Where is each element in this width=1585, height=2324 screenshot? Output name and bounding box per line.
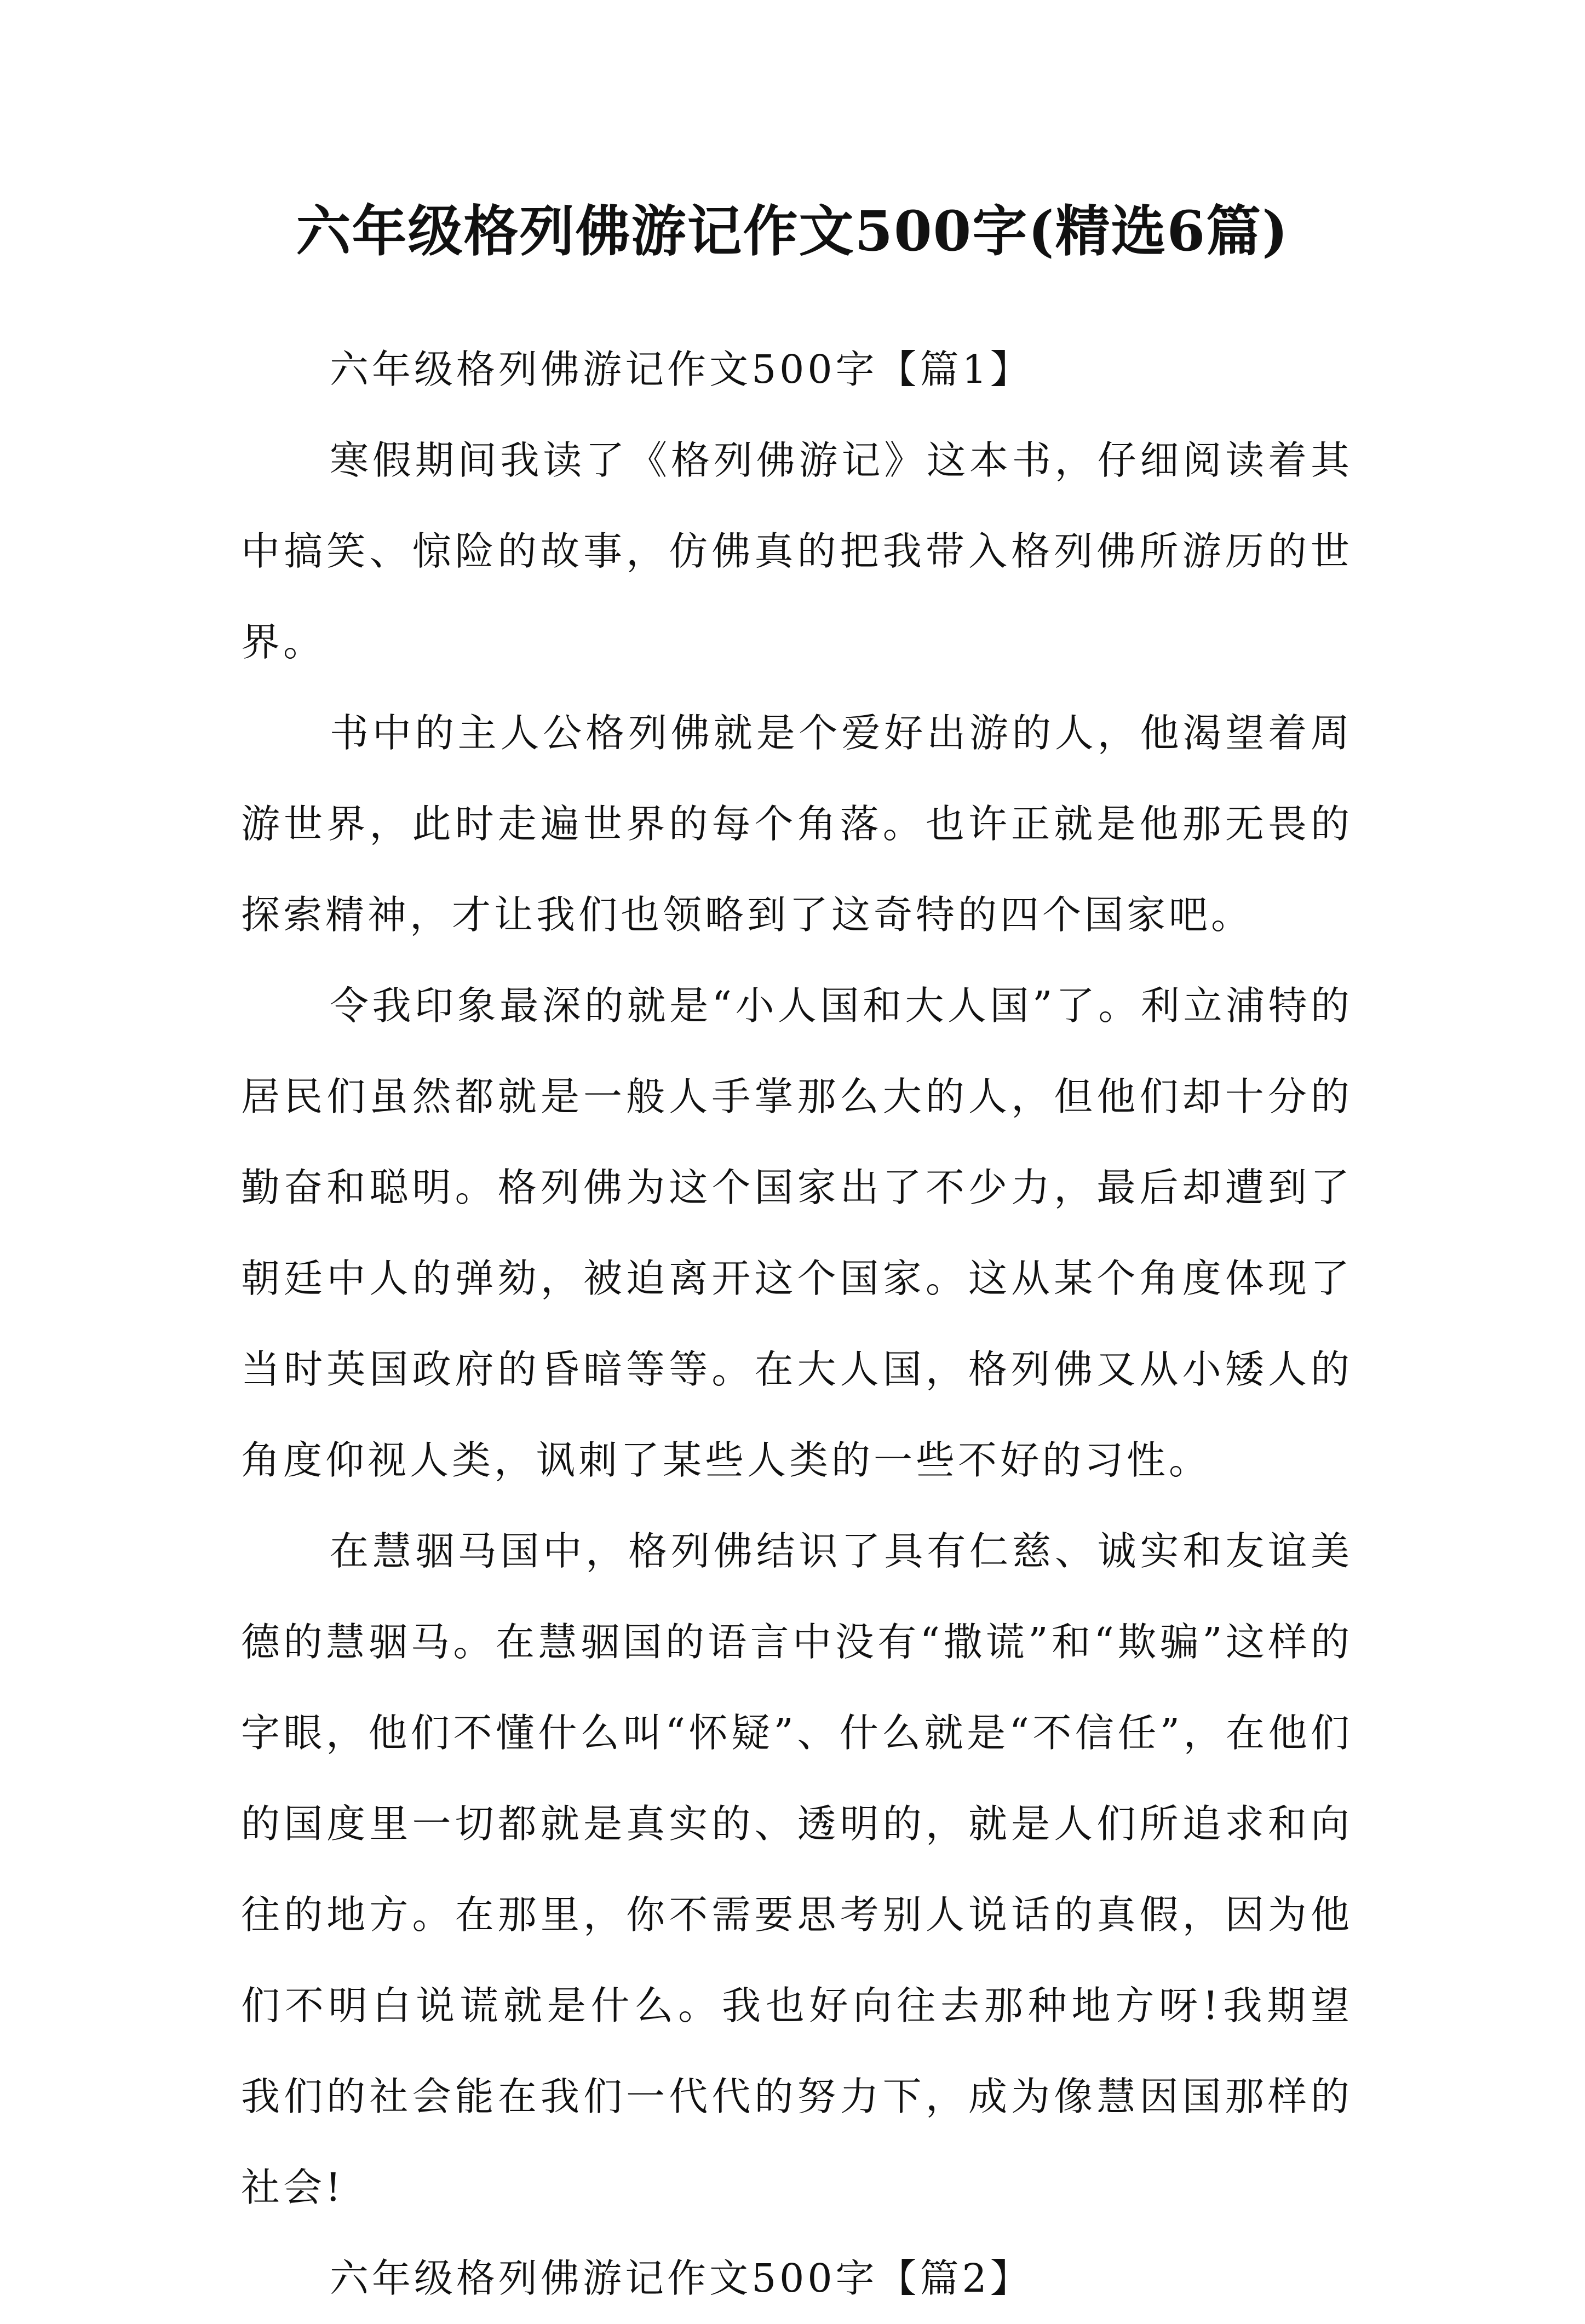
document-title: 六年级格列佛游记作文500字(精选6篇) bbox=[296, 199, 1289, 263]
paragraph: 书中的主人公格列佛就是个爱好出游的人，他渴望着周游世界，此时走遍世界的每个角落。也许正就是他那无畏的探索精神，才让我们也领略到了这奇特的四个国家吧。 bbox=[241, 710, 1353, 937]
section-heading: 六年级格列佛游记作文500字【篇2】 bbox=[330, 2256, 1032, 2301]
document-body bbox=[241, 324, 1353, 2324]
paragraph: 令我印象最深的就是“小人国和大人国”了。利立浦特的居民们虽然都就是一般人手掌那么大的人，但他们却十分的勤奋和聪明。格列佛为这个国家出了不少力，最后却遭到了朝廷中人的弹劾，被迫离开这个国家。这从某个角度体现了当时英国政府的昏暗等等。在大人国，格列佛又从小矮人的角度仰视人类，讽刺了某些人类的一些不好的习性。 bbox=[241, 983, 1353, 1483]
section-heading: 六年级格列佛游记作文500字【篇1】 bbox=[330, 347, 1032, 392]
paragraph: 寒假期间我读了《格列佛游记》这本书，仔细阅读着其中搞笑、惊险的故事，仿佛真的把我带入格列佛所游历的世界。 bbox=[241, 438, 1353, 665]
paragraph: 在慧骃马国中，格列佛结识了具有仁慈、诚实和友谊美德的慧骃马。在慧骃国的语言中没有“撒谎”和“欺骗”这样的字眼，他们不懂什么叫“怀疑”、什么就是“不信任”，在他们的国度里一切都就是真实的、透明的，就是人们所追求和向往的地方。在那里，你不需要思考别人说话的真假，因为他们不明白说谎就是什么。我也好向往去那种地方呀!我期望我们的社会能在我们一代代的努力下，成为像慧因国那样的社会! bbox=[241, 1528, 1353, 2210]
